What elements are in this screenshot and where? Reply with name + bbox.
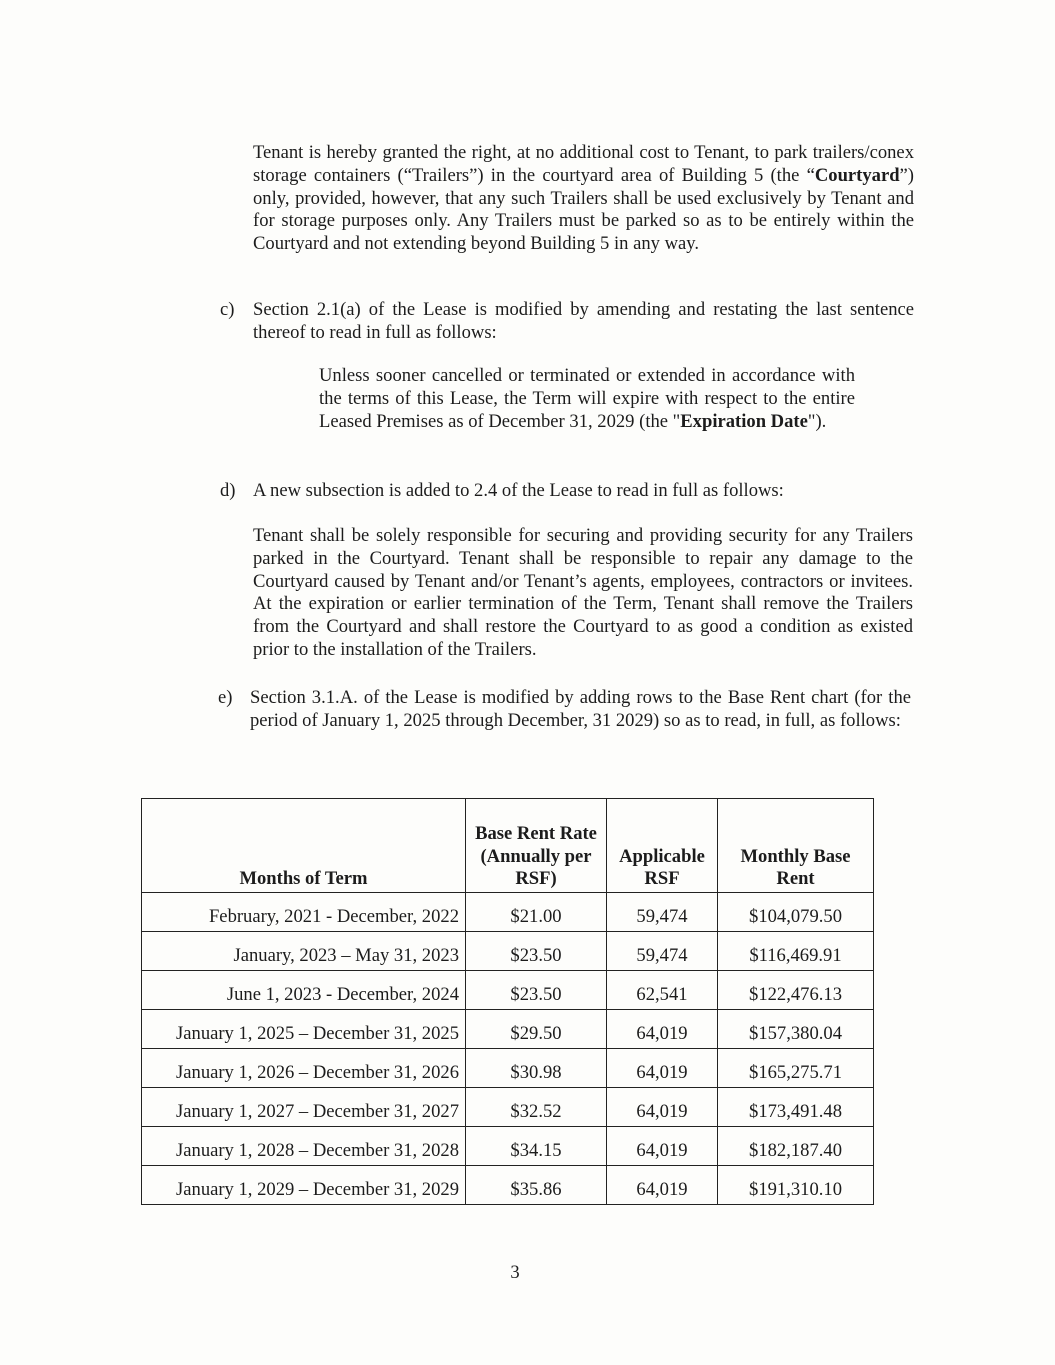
header-monthly-base-rent: Monthly Base Rent [718, 799, 874, 893]
header-applicable-rsf: Applicable RSF [607, 799, 718, 893]
item-c-marker: c) [220, 299, 235, 320]
table-row [142, 893, 874, 932]
rsf-cell: 59,474 [607, 893, 718, 932]
rsf-cell: 64,019 [607, 1127, 718, 1166]
table-header-row [142, 799, 874, 893]
quote-text-1: Unless sooner cancelled or terminated or extended in accordance with the terms of this Lease, the Term will expire with respect to the entire Leased Premises as of December 31, 2029 (the " [319, 365, 855, 432]
rsf-cell: 64,019 [607, 1088, 718, 1127]
item-c-text: Section 2.1(a) of the Lease is modified by amending and restating the last sentence thereof to read in full as follows: [253, 299, 914, 343]
term-cell: January 1, 2027 – December 31, 2027 [142, 1088, 466, 1127]
rate-cell: $34.15 [466, 1127, 607, 1166]
expiration-date-term: Expiration Date [680, 410, 808, 432]
page-number: 3 [510, 1262, 520, 1283]
table-row [142, 1088, 874, 1127]
table-row [142, 1166, 874, 1205]
term-cell: June 1, 2023 - December, 2024 [142, 971, 466, 1010]
table-row [142, 1127, 874, 1166]
header-months-of-term: Months of Term [142, 799, 466, 893]
monthly-cell: $182,187.40 [718, 1127, 874, 1166]
item-d-marker: d) [220, 480, 236, 501]
term-cell: January 1, 2028 – December 31, 2028 [142, 1127, 466, 1166]
table-row [142, 1010, 874, 1049]
rsf-cell: 59,474 [607, 932, 718, 971]
monthly-cell: $116,469.91 [718, 932, 874, 971]
rate-cell: $29.50 [466, 1010, 607, 1049]
rate-cell: $30.98 [466, 1049, 607, 1088]
table-row [142, 1049, 874, 1088]
rate-cell: $23.50 [466, 971, 607, 1010]
monthly-cell: $157,380.04 [718, 1010, 874, 1049]
base-rent-table [141, 798, 874, 1205]
intro-text-1: Tenant is hereby granted the right, at no additional cost to Tenant, to park trailers/conex storage containers (“Trailers”) in the courtyard area of Building 5 (the “ [253, 142, 914, 186]
rsf-cell: 64,019 [607, 1166, 718, 1205]
header-base-rent-rate: Base Rent Rate (Annually per RSF) [466, 799, 607, 893]
rate-cell: $21.00 [466, 893, 607, 932]
item-e-marker: e) [218, 687, 233, 708]
term-cell: January 1, 2025 – December 31, 2025 [142, 1010, 466, 1049]
term-cell: February, 2021 - December, 2022 [142, 893, 466, 932]
table-row [142, 932, 874, 971]
rsf-cell: 64,019 [607, 1010, 718, 1049]
monthly-cell: $173,491.48 [718, 1088, 874, 1127]
monthly-cell: $104,079.50 [718, 893, 874, 932]
rate-cell: $35.86 [466, 1166, 607, 1205]
item-c-quote [319, 365, 855, 433]
item-e-text: Section 3.1.A. of the Lease is modified by adding rows to the Base Rent chart (for the period of January 1, 2025 through December, 31 2029) so as to read, in full, as follows: [250, 687, 911, 731]
term-cell: January 1, 2026 – December 31, 2026 [142, 1049, 466, 1088]
rsf-cell: 64,019 [607, 1049, 718, 1088]
rate-cell: $32.52 [466, 1088, 607, 1127]
rate-cell: $23.50 [466, 932, 607, 971]
rsf-cell: 62,541 [607, 971, 718, 1010]
item-d-body: Tenant shall be solely responsible for securing and providing security for any Trailers parked in the Courtyard. Tenant shall be responsible to repair any damage to the Courtyard caused by Tenant and/or Tenant’s agents, employees, contractors or invitees. At the expiration or earlier termination of the Term, Tenant shall remove the Trailers from the Courtyard and shall restore the Courtyard to as good a condition as existed prior to the installation of the Trailers. [253, 525, 913, 660]
monthly-cell: $122,476.13 [718, 971, 874, 1010]
term-cell: January 1, 2029 – December 31, 2029 [142, 1166, 466, 1205]
monthly-cell: $165,275.71 [718, 1049, 874, 1088]
monthly-cell: $191,310.10 [718, 1166, 874, 1205]
intro-paragraph [253, 142, 914, 256]
courtyard-term: Courtyard [814, 164, 900, 186]
intro-text-2: ”) only, provided, however, that any such Trailers shall be used exclusively by Tenant and for storage purposes only. Any Trailers must be parked so as to be entirely within the Courtyard and not extending beyond Building 5 in any way. [253, 164, 914, 255]
table-row [142, 971, 874, 1010]
term-cell: January, 2023 – May 31, 2023 [142, 932, 466, 971]
item-d-text: A new subsection is added to 2.4 of the Lease to read in full as follows: [253, 480, 784, 501]
quote-text-2: "). [807, 410, 827, 432]
